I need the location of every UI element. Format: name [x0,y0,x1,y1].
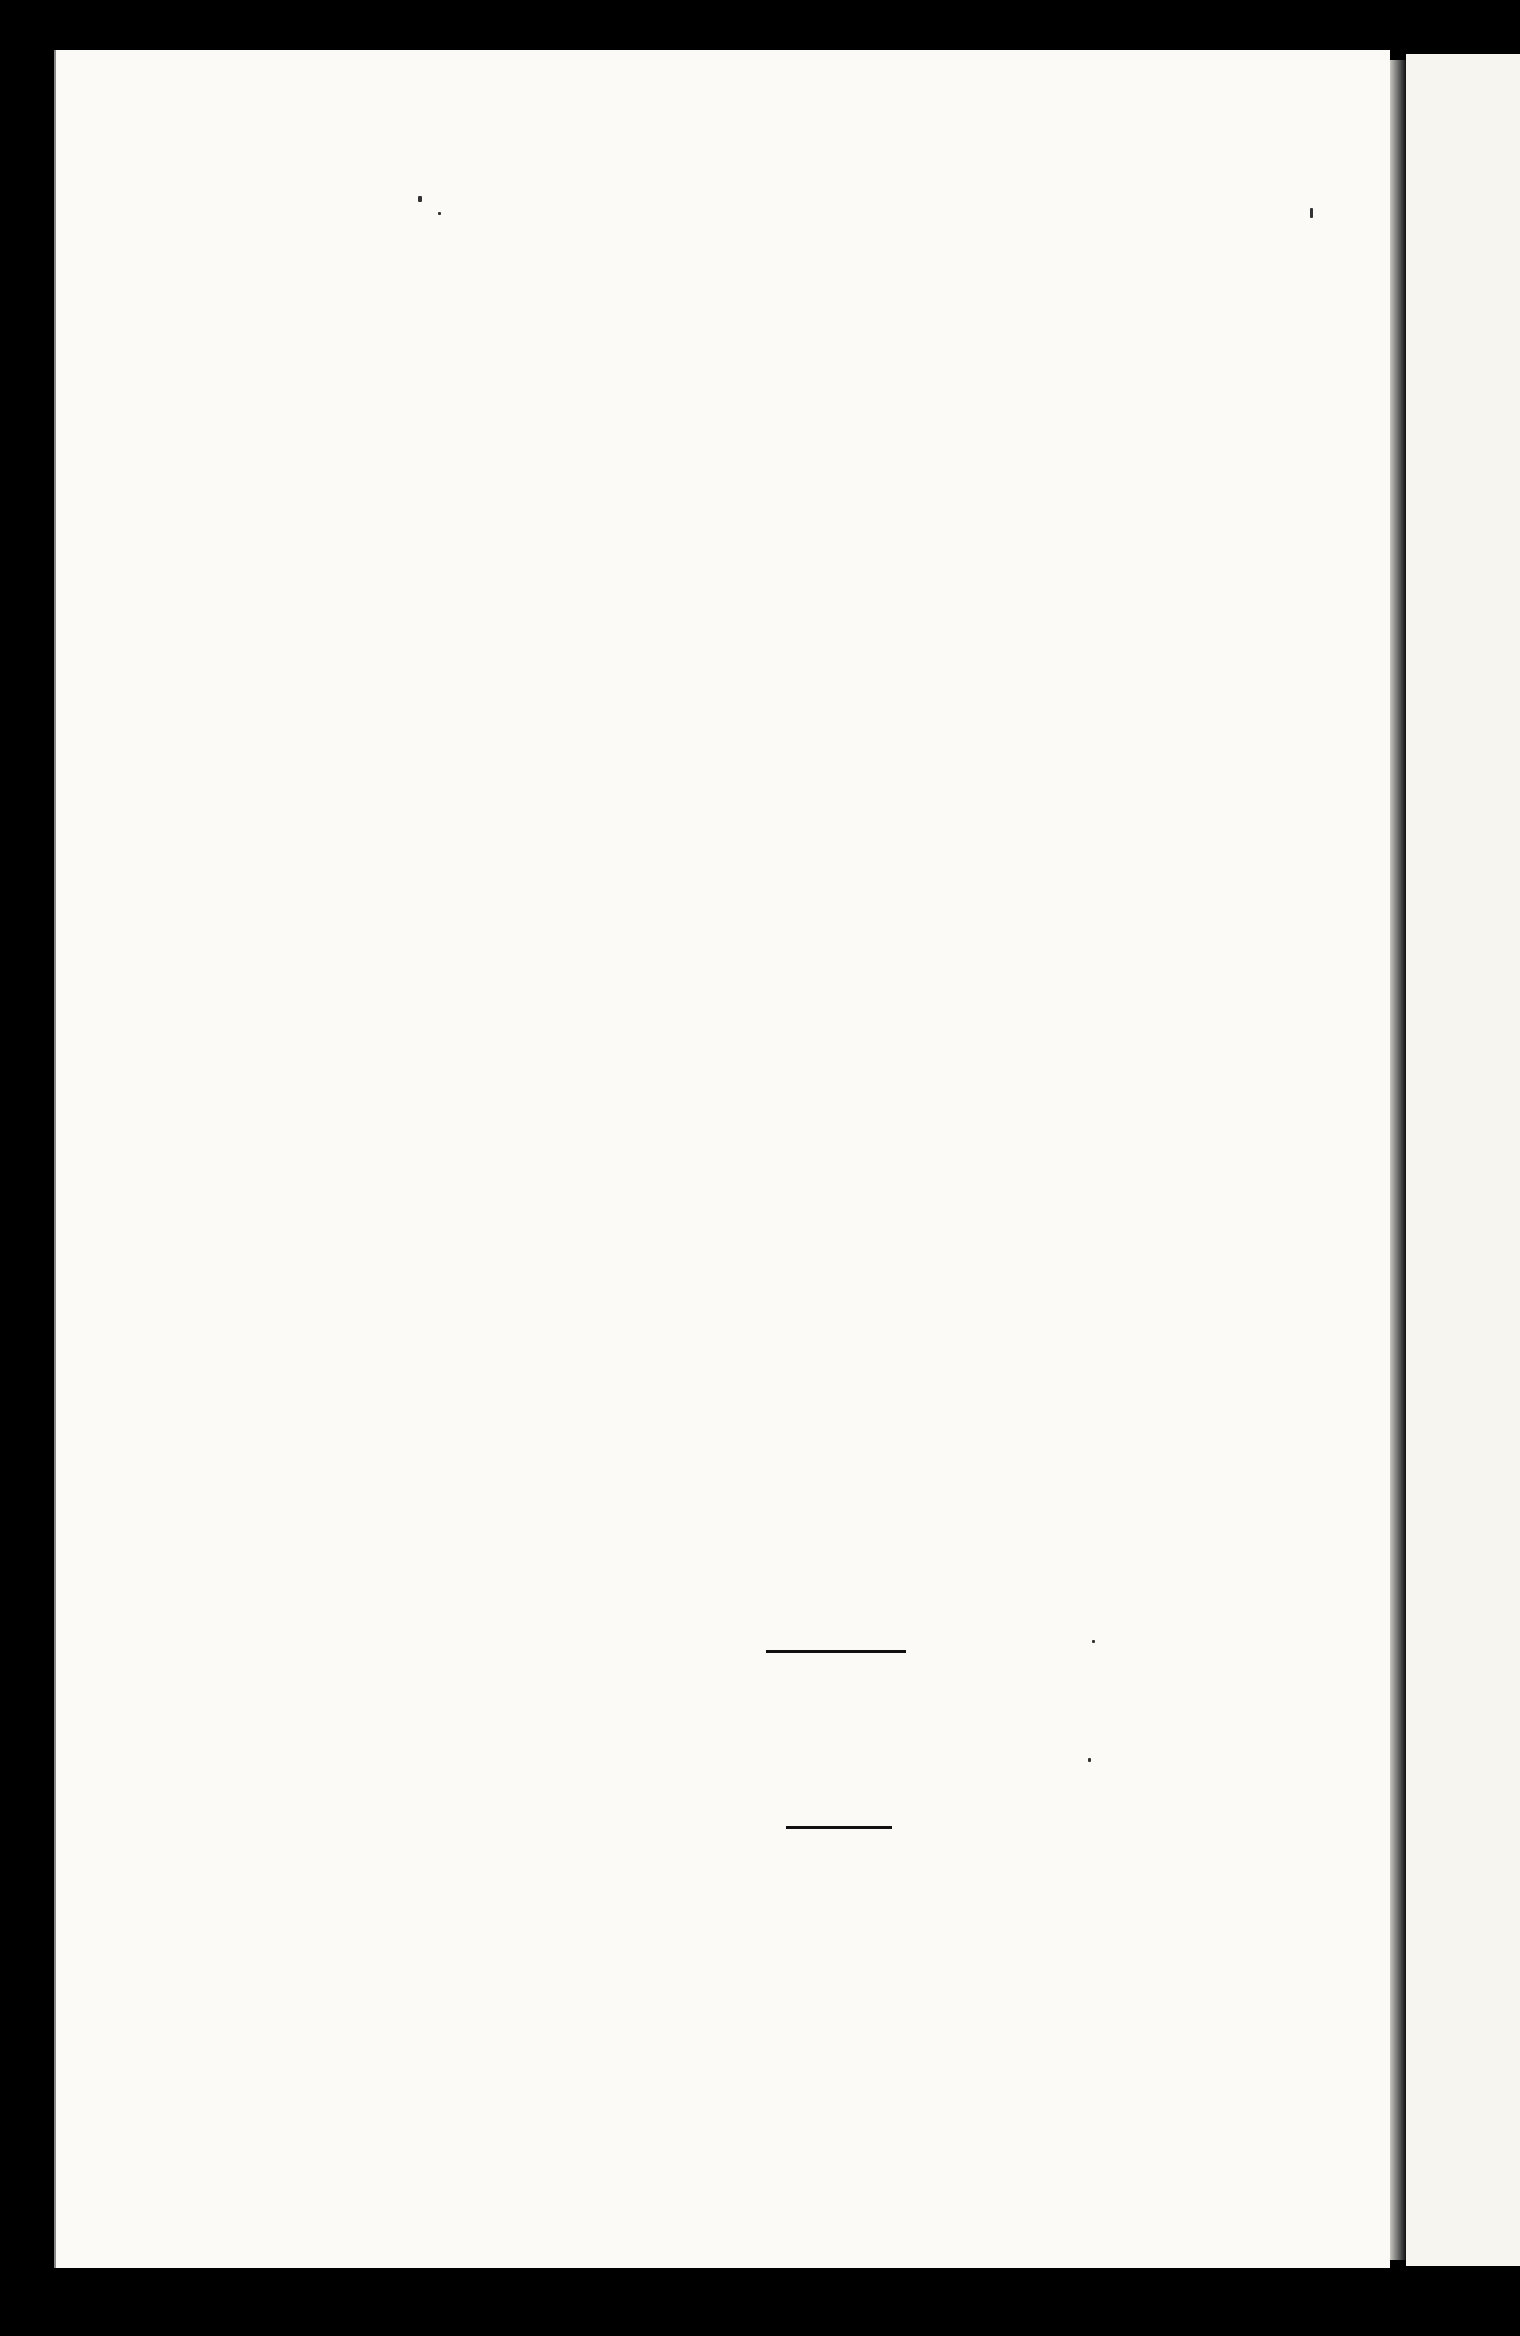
facing-page [1406,54,1520,2266]
book-gutter [1390,60,1406,2260]
print-speck [1310,208,1313,218]
print-speck [1092,1640,1095,1643]
section-divider [786,1826,892,1829]
print-speck [418,196,422,202]
print-speck [438,212,441,215]
print-speck [1088,1758,1091,1762]
section-divider [766,1650,906,1653]
book-page [54,50,1390,2268]
